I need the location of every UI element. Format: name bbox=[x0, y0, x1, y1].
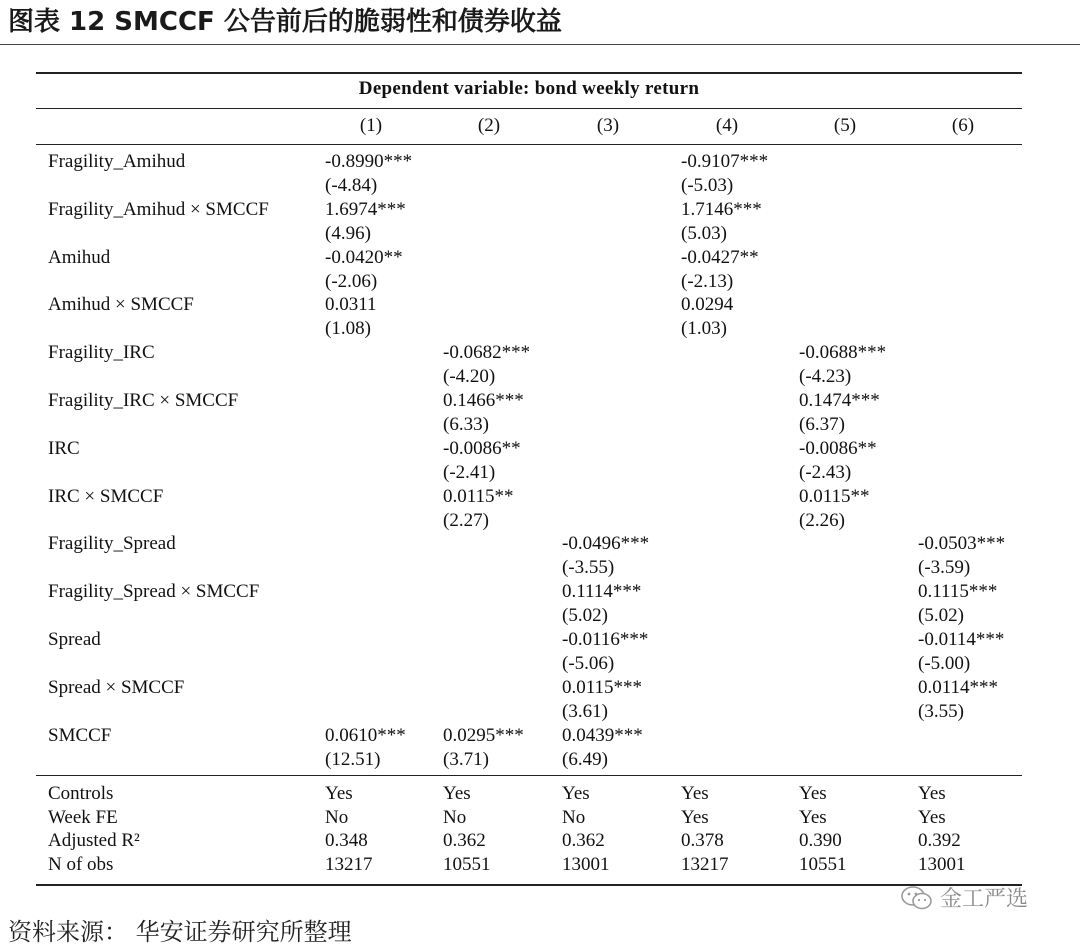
title-underline bbox=[0, 44, 1080, 45]
coefficient-cell: 0.0295*** bbox=[443, 724, 524, 746]
stat-label: Controls bbox=[48, 783, 114, 804]
coefficient-cell: -0.0427** bbox=[681, 246, 759, 268]
t-stat-cell: (5.02) bbox=[562, 605, 608, 627]
row-label: Amihud × SMCCF bbox=[48, 294, 194, 316]
coefficient-cell: 0.1115*** bbox=[918, 581, 998, 603]
stat-value: 10551 bbox=[443, 853, 491, 875]
stat-label: Week FE bbox=[48, 806, 118, 828]
row-label: Fragility_Spread bbox=[48, 533, 176, 555]
t-stat-cell: (-5.00) bbox=[918, 653, 971, 674]
t-stat-cell: (-5.03) bbox=[681, 175, 734, 196]
row-label: Spread × SMCCF bbox=[48, 676, 185, 698]
coefficient-cell: 0.0610*** bbox=[325, 724, 406, 746]
t-stat-cell: (-4.84) bbox=[325, 175, 378, 196]
coefficient-cell: 0.1114*** bbox=[562, 581, 642, 603]
coefficient-cell: -0.8990*** bbox=[325, 151, 413, 172]
stat-value: No bbox=[443, 806, 467, 828]
row-label: Fragility_Amihud × SMCCF bbox=[48, 198, 269, 220]
t-stat-cell: (12.51) bbox=[325, 748, 381, 770]
t-stat-cell: (2.27) bbox=[443, 509, 489, 531]
coefficient-cell: -0.0688*** bbox=[799, 342, 887, 364]
t-stat-cell: (6.37) bbox=[799, 414, 845, 435]
coefficient-cell: -0.0496*** bbox=[562, 533, 650, 555]
coefficient-cell: -0.0114*** bbox=[918, 629, 1005, 650]
row-label: SMCCF bbox=[48, 724, 112, 746]
t-stat-cell: (1.08) bbox=[325, 318, 371, 340]
figure-title: 图表 12 SMCCF 公告前后的脆弱性和债券收益 bbox=[8, 7, 562, 37]
t-stat-cell: (3.61) bbox=[562, 700, 608, 722]
coefficient-cell: 0.0115** bbox=[799, 485, 870, 507]
coefficient-cell: -0.0503*** bbox=[918, 533, 1006, 555]
column-header: (3) bbox=[596, 115, 620, 136]
t-stat-cell: (-2.43) bbox=[799, 461, 852, 483]
t-stat-cell: (5.02) bbox=[918, 605, 964, 627]
t-stat-cell: (5.03) bbox=[681, 222, 727, 244]
stat-value: 0.362 bbox=[562, 830, 605, 851]
row-label: Fragility_Amihud bbox=[48, 151, 186, 172]
coefficient-cell: 0.1474*** bbox=[799, 390, 880, 411]
stat-value: Yes bbox=[443, 783, 471, 804]
stat-value: 0.348 bbox=[325, 830, 368, 851]
coefficient-cell: 0.0114*** bbox=[918, 676, 999, 698]
t-stat-cell: (3.55) bbox=[918, 700, 964, 722]
t-stat-cell: (-2.41) bbox=[443, 461, 496, 483]
stat-label: Adjusted R² bbox=[48, 830, 140, 851]
coefficient-cell: -0.0420** bbox=[325, 246, 403, 268]
dependent-variable-header: Dependent variable: bond weekly return bbox=[358, 78, 700, 99]
stat-value: Yes bbox=[799, 806, 827, 828]
source-note: 资料来源： 华安证券研究所整理 bbox=[8, 918, 352, 946]
stat-value: 10551 bbox=[799, 853, 847, 875]
stat-value: 0.392 bbox=[918, 830, 961, 851]
stat-label: N of obs bbox=[48, 853, 114, 875]
t-stat-cell: (3.71) bbox=[443, 748, 489, 770]
column-head-rule bbox=[36, 144, 1022, 145]
t-stat-cell: (1.03) bbox=[681, 318, 727, 340]
coefficient-cell: -0.0086** bbox=[799, 437, 877, 459]
stat-value: No bbox=[325, 806, 349, 828]
stat-value: Yes bbox=[325, 783, 353, 804]
stat-value: Yes bbox=[799, 783, 827, 804]
stat-value: 13217 bbox=[325, 853, 373, 875]
t-stat-cell: (4.96) bbox=[325, 222, 371, 244]
stat-value: 13217 bbox=[681, 853, 729, 875]
stat-value: 0.390 bbox=[799, 830, 842, 851]
column-header: (4) bbox=[715, 115, 739, 136]
t-stat-cell: (-3.59) bbox=[918, 557, 971, 579]
watermark bbox=[900, 882, 1028, 913]
t-stat-cell: (-2.13) bbox=[681, 270, 734, 292]
coefficient-cell: 0.0115*** bbox=[562, 676, 643, 698]
coefficient-cell: 0.0439*** bbox=[562, 724, 643, 746]
watermark-text: 金工严选 bbox=[940, 887, 1029, 912]
stat-value: Yes bbox=[562, 783, 590, 804]
stat-value: Yes bbox=[681, 806, 709, 828]
row-label: Fragility_IRC × SMCCF bbox=[48, 390, 239, 411]
coefficient-cell: 1.7146*** bbox=[681, 198, 762, 220]
table-top-rule bbox=[36, 72, 1022, 74]
t-stat-cell: (6.33) bbox=[443, 414, 489, 435]
coefficient-cell: -0.0086** bbox=[443, 437, 521, 459]
t-stat-cell: (-2.06) bbox=[325, 270, 378, 292]
stat-value: Yes bbox=[681, 783, 709, 804]
column-header: (6) bbox=[951, 115, 975, 136]
header-rule bbox=[36, 108, 1022, 109]
coefficient-cell: 0.0311 bbox=[325, 294, 377, 316]
stat-value: 0.378 bbox=[681, 830, 724, 851]
coefficient-cell: 1.6974*** bbox=[325, 198, 406, 220]
column-header: (1) bbox=[359, 115, 383, 136]
stat-value: Yes bbox=[918, 783, 946, 804]
t-stat-cell: (-3.55) bbox=[562, 557, 615, 579]
row-label: Fragility_Spread × SMCCF bbox=[48, 581, 260, 603]
coefficient-cell: 0.0294 bbox=[681, 294, 734, 316]
t-stat-cell: (6.49) bbox=[562, 748, 608, 770]
coefficient-cell: -0.0682*** bbox=[443, 342, 531, 364]
stats-rule bbox=[36, 775, 1022, 776]
coefficient-cell: -0.0116*** bbox=[562, 629, 649, 650]
table-bottom-rule bbox=[36, 884, 1022, 886]
row-label: Fragility_IRC bbox=[48, 342, 155, 364]
coefficient-cell: 0.1466*** bbox=[443, 390, 524, 411]
stat-value: 0.362 bbox=[443, 830, 486, 851]
column-header: (5) bbox=[833, 115, 857, 136]
wechat-icon bbox=[900, 885, 934, 911]
row-label: IRC × SMCCF bbox=[48, 485, 164, 507]
stat-value: Yes bbox=[918, 806, 946, 828]
coefficient-cell: -0.9107*** bbox=[681, 151, 769, 172]
stat-value: 13001 bbox=[918, 853, 966, 875]
t-stat-cell: (-4.23) bbox=[799, 366, 852, 388]
stat-value: No bbox=[562, 806, 586, 828]
row-label: Amihud bbox=[48, 246, 111, 268]
coefficient-cell: 0.0115** bbox=[443, 485, 514, 507]
stat-value: 13001 bbox=[562, 853, 610, 875]
column-header: (2) bbox=[477, 115, 501, 136]
t-stat-cell: (-4.20) bbox=[443, 366, 496, 388]
row-label: Spread bbox=[48, 629, 101, 650]
row-label: IRC bbox=[48, 437, 80, 459]
t-stat-cell: (-5.06) bbox=[562, 653, 615, 674]
t-stat-cell: (2.26) bbox=[799, 509, 845, 531]
